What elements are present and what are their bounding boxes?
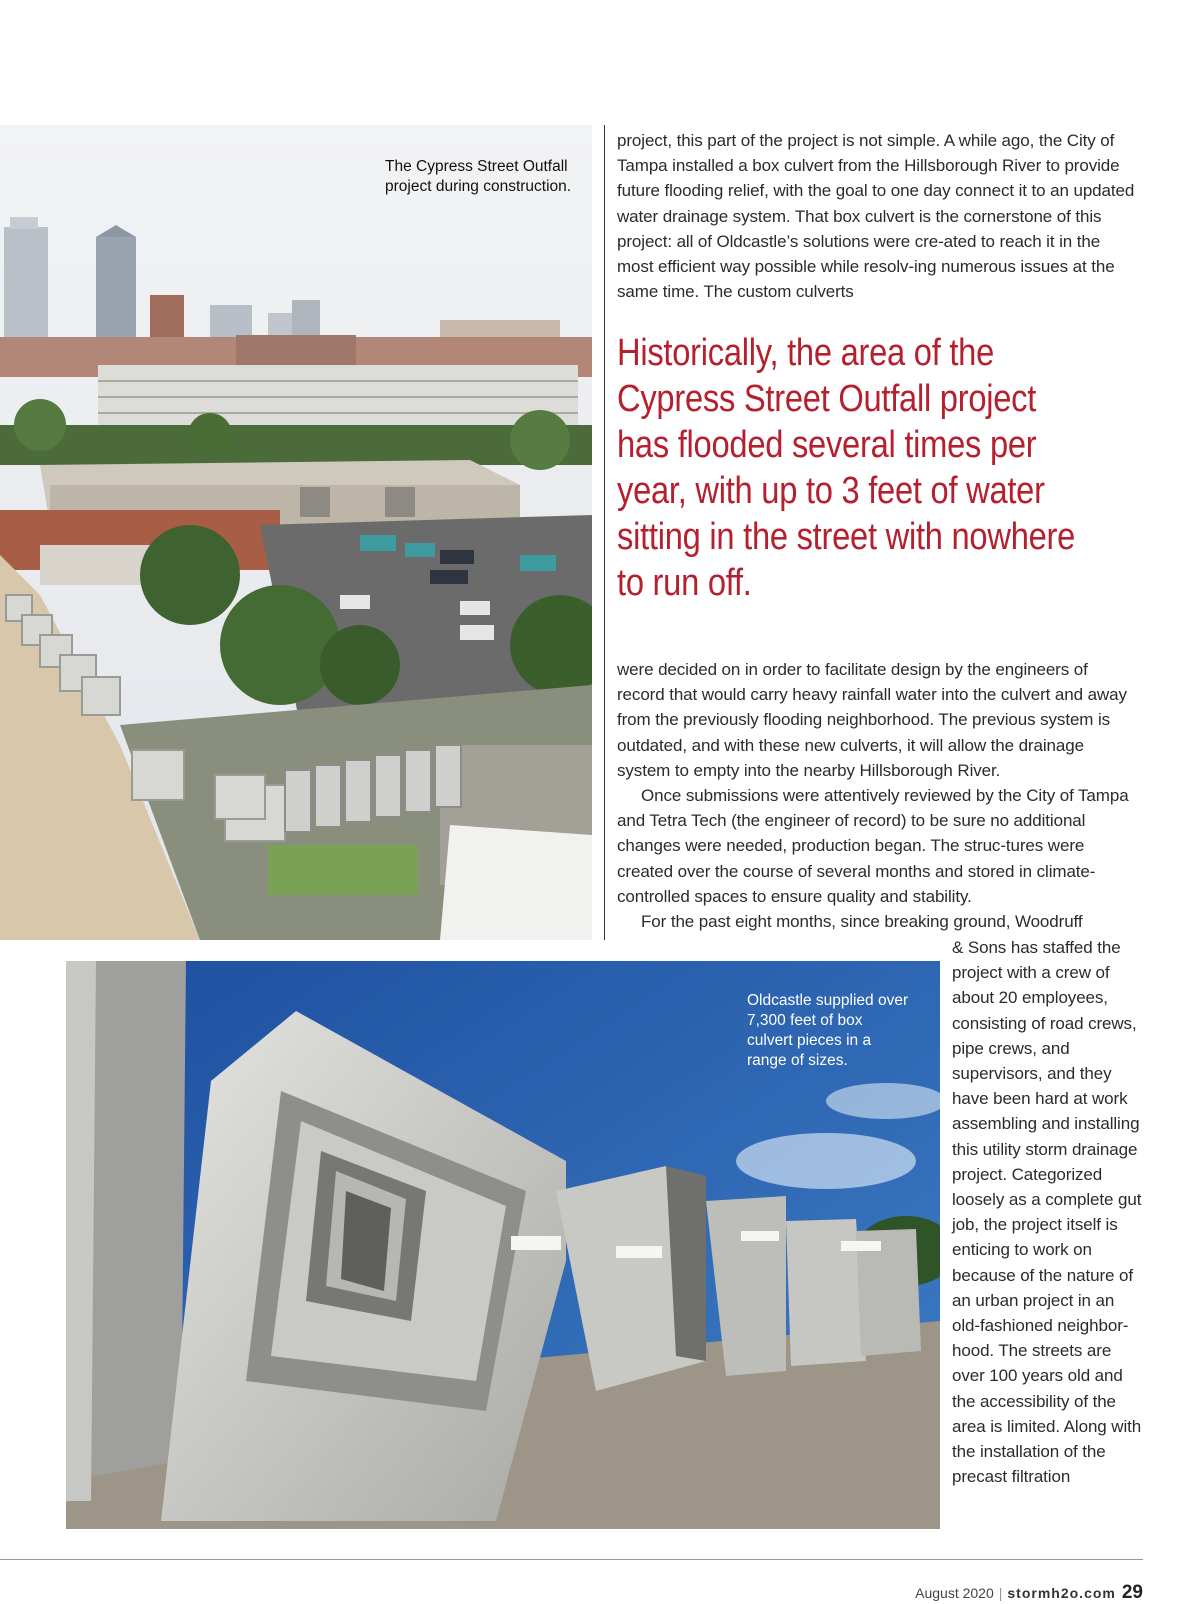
issue-date: August 2020 [915,1585,994,1601]
site-name: stormh2o.com [1007,1585,1116,1601]
page-number: 29 [1121,1582,1143,1603]
paragraph-text: Once submissions were attentively reviewed by the City of Tampa and Tetra Tech (the engineer of record) to be sure no additional changes were needed, production began. The struc-tures were created over the course of several months and stored in climate-controlled spaces to ensure quality and stability. [617,786,1129,906]
column-divider [604,125,605,940]
paragraph-text: & Sons has staffed the project with a crew of about 20 employees, consisting of road crews, pipe crews, and supervisors, and they have been hard at work assembling and installing this utility storm drainage project. Categorized loosely as a complete gut job, the project itself is enticing to work on because of the nature of an urban project in an old-fashioned neighbor-hood. The streets are over 100 years old and the accessibility of the area is limited. Along with the installation of the precast filtration [952,938,1142,1487]
page-footer [915,1582,1143,1604]
footer-separator: | [998,1585,1003,1601]
article-narrow-paragraph [952,935,1142,1489]
footer-rule [0,1559,1143,1560]
article-top-paragraph [617,128,1137,304]
paragraph-text: project, this part of the project is not simple. A while ago, the City of Tampa installed a box culvert from the Hillsborough River to provide future flooding relief, with the goal to one day connect it to an updated water drainage system. That box culvert is the cornerstone of this project: all of Oldcastle’s solutions were cre-ated to reach it in the most efficient way possible while resolv-ing numerous issues at the same time. The custom culverts [617,131,1135,302]
pull-quote: Historically, the area of the Cypress Street Outfall project has flooded several times per year, with up to 3 feet of water sitting in the street with nowhere to run off. [617,332,1076,604]
top-photo-caption: The Cypress Street Outfall project during construction. [385,158,572,195]
article-mid-paragraphs [617,657,1137,934]
aerial-construction-photo [0,125,592,940]
paragraph-text: For the past eight months, since breaking ground, Woodruff [641,912,1083,932]
paragraph-text: were decided on in order to facilitate design by the engineers of record that would carry heavy rainfall water into the culvert and away from the previously flooding neighborhood. The previous system is outdated, and with these new culverts, it will allow the drainage system to empty into the nearby Hillsborough River. [617,660,1127,780]
bottom-photo-caption: Oldcastle supplied over 7,300 feet of box culvert pieces in a range of sizes. [747,992,909,1069]
